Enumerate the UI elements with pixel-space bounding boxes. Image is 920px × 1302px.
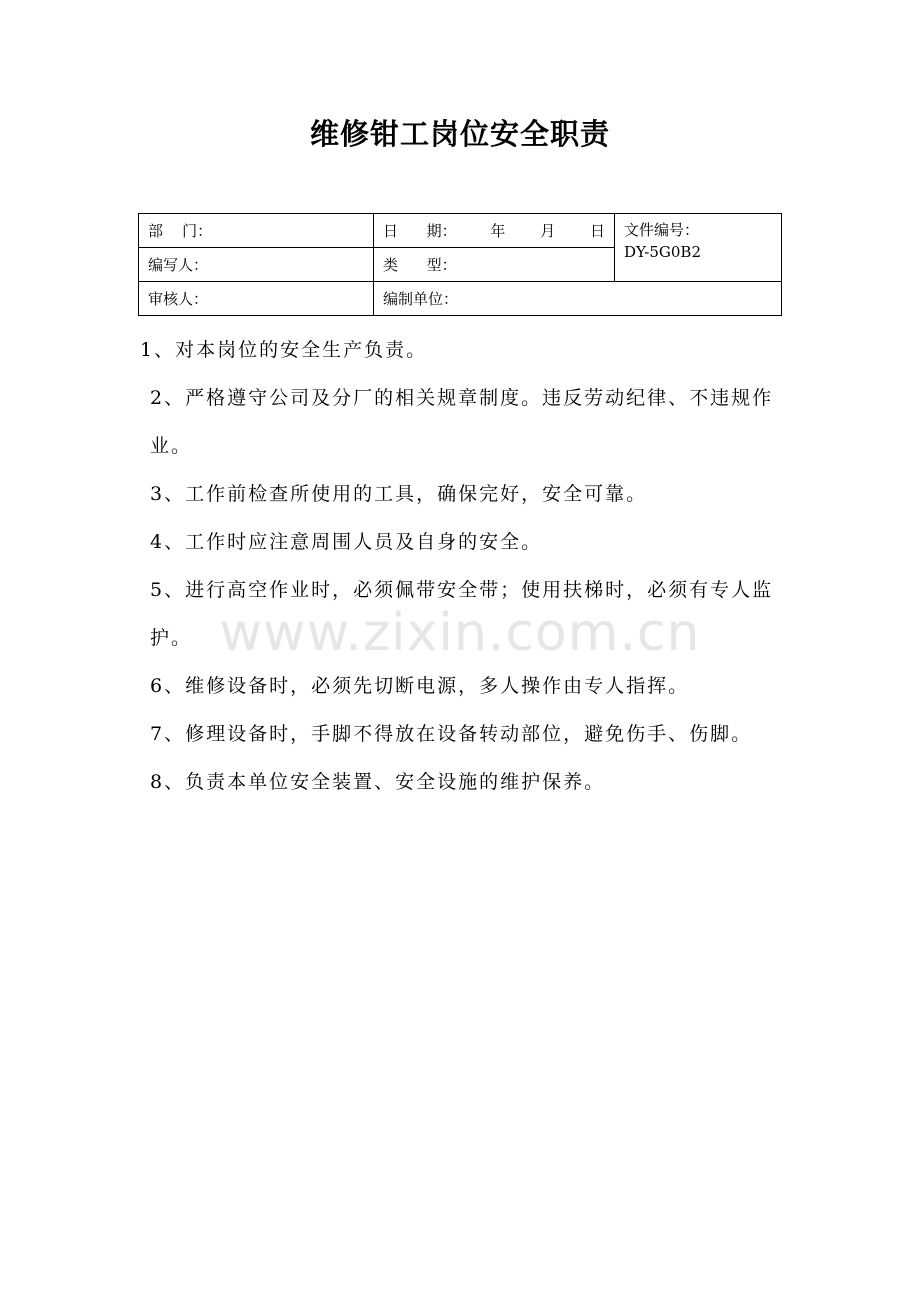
doc-no-label: 文件编号：: [624, 221, 700, 239]
duty-list: [140, 326, 788, 806]
date-ymd: [460, 220, 605, 241]
list-item: 4、工作时应注意周围人员及自身的安全。: [150, 531, 543, 553]
document-title: 维修钳工岗位安全职责: [309, 117, 610, 151]
list-item: 1、对本岗位的安全生产负责。: [140, 339, 428, 361]
list-item: 2、严格遵守公司及分厂的相关规章制度。违反劳动纪律、不违规作业。: [150, 387, 774, 457]
info-table: [138, 213, 782, 316]
doc-no-cell: [615, 214, 782, 282]
type-label: 类 型：: [383, 256, 457, 274]
date-cell: [374, 214, 615, 248]
list-item: 8、负责本单位安全装置、安全设施的维护保养。: [150, 771, 606, 793]
day-label: 日: [589, 222, 605, 240]
unit-cell: [374, 282, 782, 316]
doc-no-value: DY-5G0B2: [624, 243, 701, 261]
list-item: 5、进行高空作业时，必须佩带安全带；使用扶梯时，必须有专人监护。: [150, 579, 774, 649]
list-item: 3、工作前检查所使用的工具，确保完好，安全可靠。: [150, 483, 648, 505]
department-label: 部 门：: [148, 222, 213, 240]
department-cell: [139, 214, 374, 248]
list-item: 6、维修设备时，必须先切断电源，多人操作由专人指挥。: [150, 675, 690, 697]
month-label: 月: [540, 222, 556, 240]
author-cell: [139, 248, 374, 282]
unit-label: 编制单位：: [383, 290, 459, 308]
reviewer-label: 审核人：: [148, 290, 209, 308]
type-cell: [374, 248, 615, 282]
list-item: 7、修理设备时，手脚不得放在设备转动部位，避免伤手、伤脚。: [150, 723, 753, 745]
watermark: www.zixin.com.cn: [219, 603, 701, 663]
reviewer-cell: [139, 282, 374, 316]
author-label: 编写人：: [148, 256, 209, 274]
date-label: 日 期：: [383, 222, 457, 240]
year-label: 年: [490, 222, 506, 240]
